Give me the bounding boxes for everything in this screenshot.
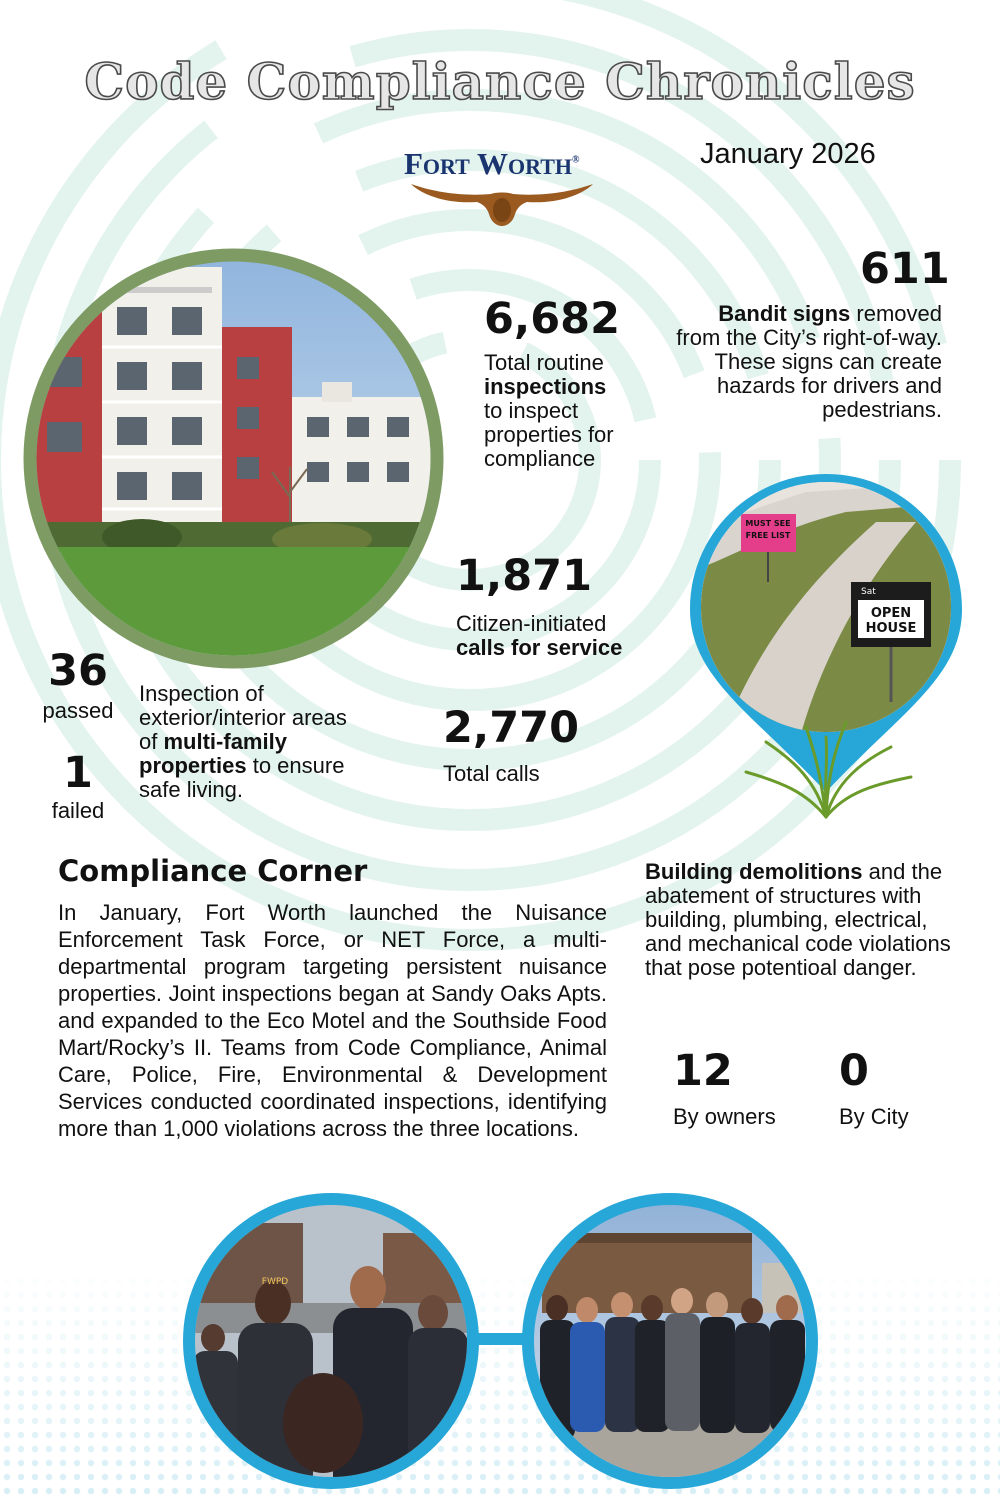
citizen-calls-count: 1,871: [456, 551, 593, 601]
demolitions-city-count: 0: [839, 1046, 869, 1096]
demolitions-city-label: By City: [839, 1104, 909, 1129]
apartment-photo: [22, 247, 445, 670]
sign-text-house: HOUSE: [865, 621, 917, 636]
page-title: Code Compliance Chronicles: [84, 52, 916, 111]
sign-text-1: MUST SEE: [745, 519, 791, 528]
demolitions-owners-label: By owners: [673, 1104, 776, 1129]
failed-label: failed: [51, 798, 105, 823]
bandit-signs-text: Bandit signs removed from the City’s right-of-way. These signs can create hazards for drivers and pedestrians.: [676, 301, 942, 422]
total-calls-label: Total calls: [443, 761, 540, 786]
cap-badge-text: FWPD: [261, 1277, 289, 1287]
passed-label: passed: [42, 698, 114, 723]
demolitions-text: Building demolitions and the abatement of structures with building, plumbing, electrical, and mechanical code violations that pose potentioal danger.: [645, 859, 951, 980]
bandit-signs-photo: [686, 472, 966, 822]
demolitions-owners-count: 12: [673, 1046, 733, 1096]
registered-mark: ®: [572, 154, 580, 166]
logo-wordmark: Fort Worth: [404, 146, 573, 181]
sign-text-tag: Sat: [861, 587, 876, 597]
task-force-group-photo: [522, 1193, 818, 1489]
longhorn-icon: [409, 180, 595, 226]
routine-inspections-text: Total routine inspections to inspect properties for compliance: [484, 350, 614, 471]
halftone-dot-pattern: [0, 1260, 1000, 1500]
sign-text-2: FREE LIST: [745, 531, 791, 540]
compliance-corner-heading: Compliance Corner: [58, 854, 368, 888]
passed-count: 36: [48, 646, 108, 696]
citizen-calls-text: Citizen-initiated calls for service: [456, 611, 623, 660]
compliance-corner-body: In January, Fort Worth launched the Nuisance Enforcement Task Force, or NET Force, a multi-departmental program targeting persistent nuisance properties. Joint inspections began at Sandy Oaks Apts. and expanded to the Eco Motel and the Southside Food Mart/Rocky’s II. Teams from Code Compliance, Animal Care, Police, Fire, Environmental & Development Services conducted coordinated inspections, identifying more than 1,000 violations across the three locations.: [58, 900, 607, 1141]
sign-text-open: OPEN: [870, 606, 912, 621]
police-briefing-photo: [183, 1193, 479, 1489]
fort-worth-logo: [404, 140, 604, 230]
routine-inspections-count: 6,682: [484, 294, 621, 344]
failed-count: 1: [63, 748, 93, 798]
issue-date: January 2026: [700, 138, 876, 170]
bandit-signs-count: 611: [860, 244, 950, 294]
multifamily-text: Inspection of exterior/interior areas of multi-family properties to ensure safe living.: [139, 681, 347, 802]
total-calls-count: 2,770: [443, 703, 580, 753]
